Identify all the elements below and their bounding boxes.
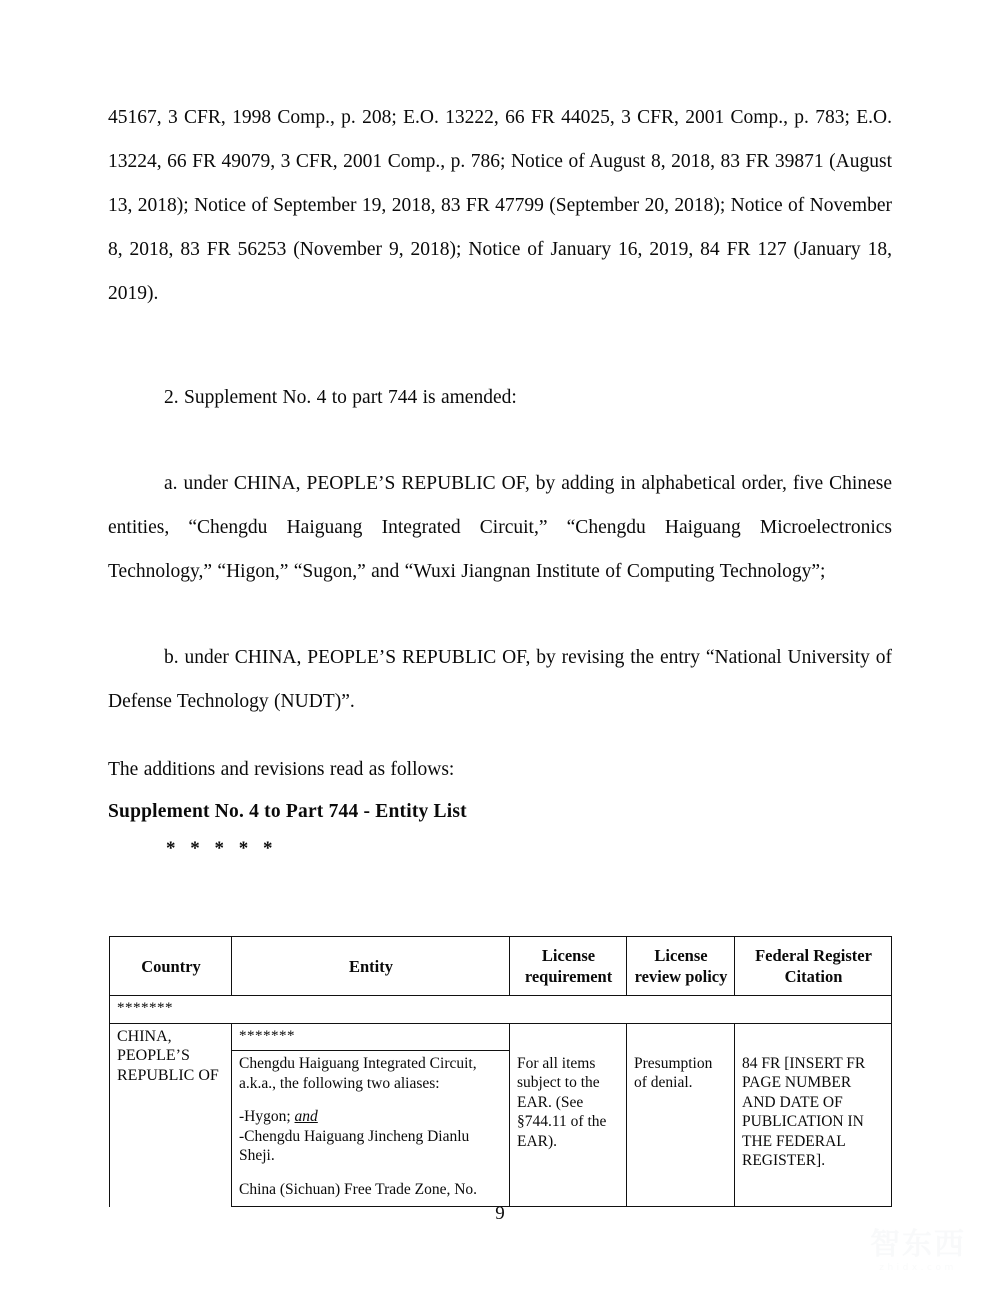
table-row-stars-separator <box>110 996 892 1024</box>
cell-license-requirement: For all items subject to the EAR. (See §744.11 of the EAR). <box>510 1051 627 1207</box>
column-header-license-review-policy <box>627 937 735 996</box>
federal-register-line-1: Federal Register <box>755 946 872 965</box>
document-body <box>108 96 892 866</box>
cell-entity-stars: ******* <box>232 1023 510 1051</box>
column-header-license-requirement <box>510 937 627 996</box>
watermark-characters: 智东西 <box>870 1227 966 1262</box>
entity-address-line: China (Sichuan) Free Trade Zone, No. <box>239 1180 478 1198</box>
watermark-url: zhidx.com <box>879 1263 957 1273</box>
table-header <box>110 937 892 996</box>
license-requirement-line-1: License <box>541 946 596 965</box>
stars-separator: * * * * * <box>166 838 278 859</box>
supplement-heading: Supplement No. 4 to Part 744 - Entity List <box>108 801 467 822</box>
alias-1-and-italic: and <box>294 1108 318 1125</box>
entity-alias-1 <box>239 1107 503 1127</box>
entity-name-text: Chengdu Haiguang Integrated Circuit, a.k.a., the following two aliases: <box>239 1055 477 1092</box>
cell-entity-details <box>232 1051 510 1207</box>
federal-register-line-2: Citation <box>784 967 843 986</box>
page-number: 9 <box>495 1203 505 1224</box>
watermark-logo <box>848 1228 988 1290</box>
paragraph-item-2a: a. under CHINA, PEOPLE’S REPUBLIC OF, by adding in alphabetical order, five Chinese entities, “Chengdu Haiguang Integrated Circuit,” “Chengdu Haiguang Microelectronics Technology,” “Higon,” “Sugon,” and “Wuxi Jiangnan Institute of Computing Technology”; <box>108 473 892 582</box>
paragraph-authority-citation: 45167, 3 CFR, 1998 Comp., p. 208; E.O. 13222, 66 FR 44025, 3 CFR, 2001 Comp., p. 783; E.O. 13224, 66 FR 49079, 3 CFR, 2001 Comp., p. 786; Notice of August 8, 2018, 83 FR 39871 (August 13, 2018); Notice of September 19, 2018, 83 FR 47799 (September 20, 2018); Notice of November 8, 2018, 83 FR 56253 (November 9, 2018); Notice of January 16, 2019, 84 FR 127 (January 18, 2019). <box>108 107 892 304</box>
stars-row-cell: ******* <box>110 996 892 1024</box>
entity-list-table <box>109 936 892 1207</box>
column-header-federal-register-citation <box>735 937 892 996</box>
table-body <box>110 996 892 1207</box>
paragraph-item-2: 2. Supplement No. 4 to part 744 is amended: <box>164 387 517 408</box>
table-header-row <box>110 937 892 996</box>
cell-federal-register-citation: 84 FR [INSERT FR PAGE NUMBER AND DATE OF PUBLICATION IN THE FEDERAL REGISTER]. <box>735 1051 892 1207</box>
column-header-entity: Entity <box>232 937 510 996</box>
cell-license-requirement-spacer <box>510 1023 627 1051</box>
cell-license-review-policy: Presumption of denial. <box>627 1051 735 1207</box>
cell-federal-register-spacer <box>735 1023 892 1051</box>
column-header-country: Country <box>110 937 232 996</box>
cell-country: CHINA, PEOPLE’S REPUBLIC OF <box>110 1023 232 1207</box>
license-requirement-line-2: requirement <box>524 967 613 986</box>
entity-table-container <box>109 936 891 1207</box>
table-row-country-stars <box>110 1023 892 1051</box>
paragraph-item-2b: b. under CHINA, PEOPLE’S REPUBLIC OF, by revising the entry “National University of Defense Technology (NUDT)”. <box>108 647 892 712</box>
entity-alias-2: -Chengdu Haiguang Jincheng Dianlu Sheji. <box>239 1127 470 1164</box>
license-review-policy-line-1: License <box>654 946 708 965</box>
cell-license-review-policy-spacer <box>627 1023 735 1051</box>
entity-spacer-1 <box>239 1093 503 1107</box>
entity-spacer-2 <box>239 1166 503 1180</box>
paragraph-read-as-follows: The additions and revisions read as follows: <box>108 759 455 780</box>
alias-1-prefix: -Hygon; <box>239 1108 291 1125</box>
license-review-policy-line-2: review policy <box>634 967 728 986</box>
